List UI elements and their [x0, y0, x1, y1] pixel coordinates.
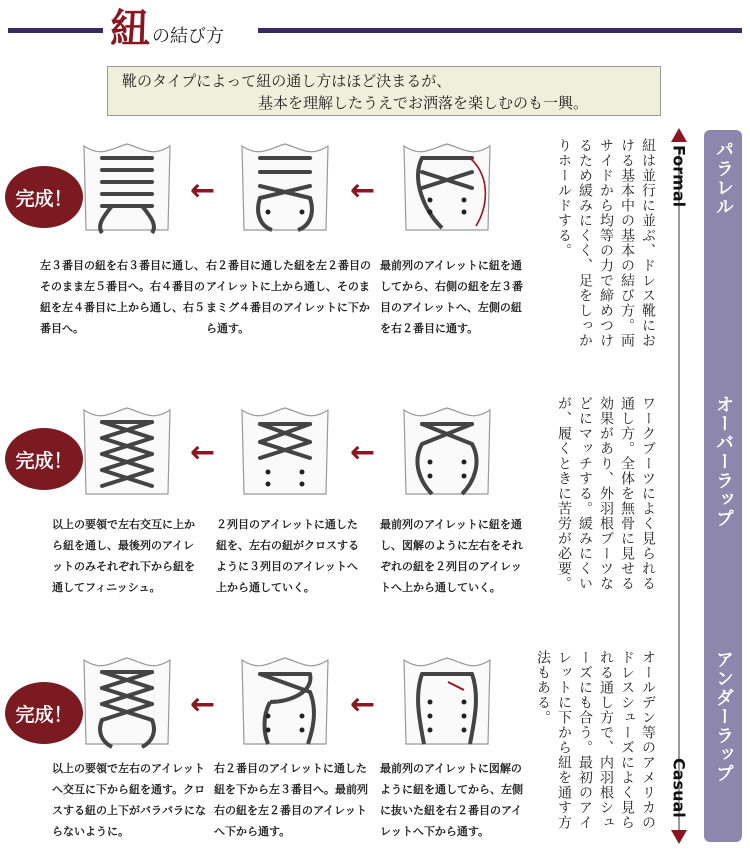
- step-caption: 以上の要領で左右のアイレットへ交互に下から紐を通す。クロスする紐の上下がバラバラにならないように。: [52, 762, 206, 838]
- step-caption: 右２番目に通した紐を左２番目のアイレットに上から通し、そのままミグ４番目のアイレットに下から通す。: [206, 259, 371, 335]
- arrow-down-icon: [671, 830, 687, 844]
- header-rule-right: [258, 28, 742, 33]
- page-title: 紐 の結び方: [110, 6, 224, 52]
- tab-parallel: パラレル: [713, 140, 734, 216]
- step-caption: 以上の要領で左右交互に上から紐を通し、最後列のアイレットのみそれぞれ下から紐を通してフィニッシュ。: [52, 518, 195, 594]
- formality-axis: [678, 150, 680, 840]
- shoe-lacing-illustration: [392, 138, 502, 238]
- shoe-lacing-illustration: [230, 652, 340, 752]
- step-caption: ２列目のアイレットに通した紐を、左右の紐がクロスするように３列目のアイレットへ上から通していく。: [216, 518, 359, 594]
- step-caption: 左３番目の紐を右３番目に通し、そのまま左５番目へ。右４番目の紐を左４番目に上から通し、右５番目へ。: [40, 259, 205, 335]
- complete-badge: 完成！: [5, 682, 83, 744]
- next-step-arrow-icon: ←: [350, 687, 376, 722]
- shoe-lacing-illustration: [72, 652, 182, 752]
- section-description: 紐は並行に並ぶ、ドレス靴における基本中の基本の結び方。両サイドから均等の力で締めつけるため緩みにくく、足をしっかりホールドする。: [556, 138, 656, 348]
- step-caption: 右２番目のアイレットに通した紐を下から左３番目へ。最前列右の紐を左２番目のアイレットへ下から通す。: [214, 762, 368, 838]
- next-step-arrow-icon: ←: [190, 173, 216, 208]
- shoe-lacing-illustration: [72, 402, 182, 502]
- section-description: ワークブーツによく見られる通し方。全体を無骨に見せる効果があり、外羽根ブーツなどにマッチする。緩みにくいが、履くときに苦労が必要。: [556, 396, 656, 591]
- header-rule-left: [8, 28, 103, 33]
- arrow-up-icon: [671, 128, 687, 142]
- step-caption: 最前列のアイレットに図解のように紐を通してから、左側に抜いた紐を右２番目のアイレットへ下から通す。: [380, 762, 523, 838]
- next-step-arrow-icon: ←: [350, 435, 376, 470]
- shoe-lacing-illustration: [230, 138, 340, 238]
- axis-formal: Formal: [669, 145, 689, 208]
- step-caption: 最前列のアイレットに紐を通してから、右側の紐を左３番目のアイレットへ、左側の紐を右２番目に通す。: [380, 259, 523, 335]
- complete-badge: 完成！: [5, 166, 83, 228]
- next-step-arrow-icon: ←: [350, 173, 376, 208]
- shoe-lacing-illustration: [72, 138, 182, 238]
- next-step-arrow-icon: ←: [190, 435, 216, 470]
- intro-box: 靴のタイプによって紐の通し方はほど決まるが、 基本を理解したうえでお洒落を楽しむのも一興。: [107, 66, 661, 116]
- complete-badge: 完成！: [5, 428, 83, 490]
- section-description: オールデン等のアメリカのドレスシューズによく見られる通し方で、内羽根シューズにも合う。最初のアイレットに下から紐を通す方法もある。: [535, 650, 656, 830]
- axis-casual: Casual: [669, 758, 689, 818]
- shoe-lacing-illustration: [392, 652, 502, 752]
- step-caption: 最前列のアイレットに紐を通し、図解のように左右をそれぞれの紐を２列目のアイレットへ上から通していく。: [380, 518, 523, 594]
- shoe-lacing-illustration: [392, 402, 502, 502]
- tab-underlap: アンダーラップ: [713, 650, 734, 783]
- shoe-lacing-illustration: [230, 402, 340, 502]
- tab-overlap: オーバーラップ: [713, 395, 734, 528]
- next-step-arrow-icon: ←: [190, 687, 216, 722]
